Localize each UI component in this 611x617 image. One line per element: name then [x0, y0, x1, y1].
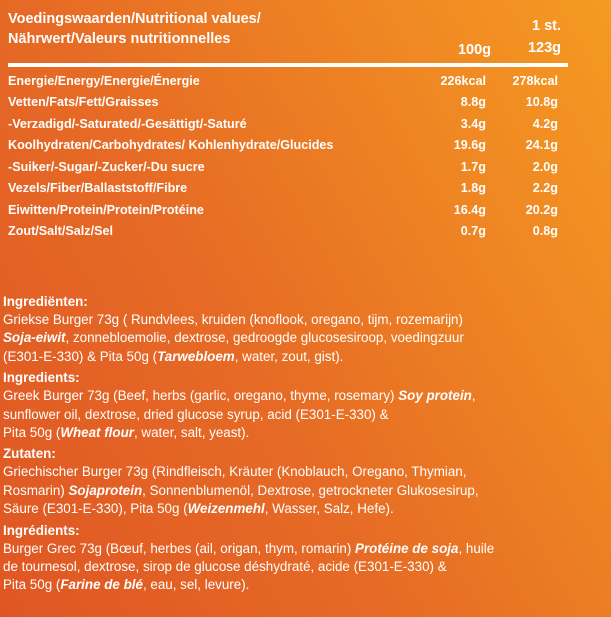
ingredient-text: Rosmarin) — [3, 482, 69, 498]
ingredients-line — [3, 424, 603, 442]
nutrient-label: Vetten/Fats/Fett/Graisses — [8, 95, 159, 110]
ingredient-text: , eau, sel, levure). — [142, 577, 250, 593]
value-per-100g: 1.8g — [460, 181, 486, 196]
ingredients-line — [3, 558, 603, 576]
value-per-serving: 4.2g — [532, 116, 558, 131]
ingredient-text: Pita 50g ( — [3, 425, 61, 441]
nutrition-row — [8, 113, 558, 135]
value-per-100g: 3.4g — [460, 116, 486, 131]
allergen-text: Soy protein — [398, 388, 472, 404]
allergen-text: Soja-eiwit — [3, 330, 66, 346]
ingredient-text: Säure (E301-E-330), Pita 50g ( — [3, 501, 188, 517]
value-per-serving: 2.2g — [532, 181, 558, 196]
title-line-1: Voedingswaarden/Nutritional values/ — [8, 11, 261, 27]
ingredient-text: (E301-E-330) & Pita 50g ( — [3, 348, 158, 364]
ingredients-heading: Zutaten: — [3, 446, 56, 462]
nutrition-table — [8, 70, 558, 242]
nutrition-header — [8, 9, 568, 61]
allergen-text: Wheat flour — [60, 425, 134, 441]
nutrient-label: -Suiker/-Sugar/-Zucker/-Du sucre — [8, 159, 205, 174]
value-per-100g: 1.7g — [460, 159, 486, 174]
ingredient-text: , huile — [458, 540, 495, 556]
ingredient-text: , — [471, 388, 476, 404]
value-per-serving: 2.0g — [532, 159, 558, 174]
nutrient-label: Koolhydraten/Carbohydrates/ Kohlenhydrate/Glucides — [8, 138, 334, 153]
ingredients-line — [3, 348, 603, 366]
value-per-serving: 0.8g — [532, 224, 558, 239]
nutrition-row — [8, 70, 558, 92]
ingredients-line — [3, 406, 603, 424]
value-per-serving: 24.1g — [525, 138, 558, 153]
nutrient-label: Eiwitten/Protein/Protein/Protéine — [8, 202, 204, 217]
column-header-per-100g: 100g — [457, 42, 491, 58]
column-header-per-serving — [528, 15, 561, 59]
serving-count: 1 st. — [531, 18, 561, 34]
allergen-text: Farine de blé — [60, 577, 143, 593]
nutrition-row — [8, 156, 558, 178]
ingredient-text: sunflower oil, dextrose, dried glucose syrup, acid (E301-E-330) & — [3, 406, 389, 422]
ingredient-text: , zonnebloemolie, dextrose, gedroogde glucosesiroop, voedingzuur — [65, 330, 464, 346]
ingredients-line — [3, 387, 603, 405]
ingredients-block — [3, 368, 603, 442]
ingredients-block — [3, 521, 603, 595]
ingredients-block — [3, 292, 603, 366]
value-per-100g: 16.4g — [453, 202, 486, 217]
nutrition-row — [8, 92, 558, 114]
nutrient-label: Vezels/Fiber/Ballaststoff/Fibre — [8, 181, 188, 196]
allergen-text: Weizenmehl — [187, 501, 265, 517]
nutrition-title — [8, 9, 261, 49]
value-per-100g: 0.7g — [460, 224, 486, 239]
ingredients-line — [3, 329, 603, 347]
value-per-100g: 226kcal — [440, 73, 486, 88]
header-divider — [8, 63, 568, 67]
value-per-serving: 278kcal — [512, 73, 558, 88]
ingredients-line — [3, 482, 603, 500]
ingredients-heading: Ingredients: — [3, 370, 80, 386]
nutrient-label: -Verzadigd/-Saturated/-Gesättigt/-Saturé — [8, 116, 247, 131]
nutrient-label: Zout/Salt/Salz/Sel — [8, 224, 113, 239]
nutrition-row — [8, 199, 558, 221]
ingredient-text: Greek Burger 73g (Beef, herbs (garlic, oregano, thyme, rosemary) — [3, 388, 399, 404]
ingredients-line — [3, 540, 603, 558]
ingredients-block — [3, 444, 603, 518]
ingredient-text: , water, salt, yeast). — [133, 425, 250, 441]
ingredients-line — [3, 311, 603, 329]
ingredients-heading: Ingrédients: — [3, 522, 80, 538]
nutrition-row — [8, 135, 558, 157]
ingredients-section — [3, 292, 603, 597]
allergen-text: Protéine de soja — [355, 540, 459, 556]
ingredient-text: Griechischer Burger 73g (Rindfleisch, Kräuter (Knoblauch, Oregano, Thymian, — [3, 464, 467, 480]
ingredient-text: Pita 50g ( — [3, 577, 61, 593]
ingredients-line — [3, 463, 603, 481]
value-per-100g: 19.6g — [453, 138, 486, 153]
value-per-serving: 10.8g — [525, 95, 558, 110]
ingredients-heading: Ingrediënten: — [3, 294, 88, 309]
ingredient-text: Burger Grec 73g (Bœuf, herbes (ail, origan, thym, romarin) — [3, 540, 356, 556]
ingredient-text: de tournesol, dextrose, sirop de glucose déshydraté, acide (E301-E-330) & — [3, 559, 447, 575]
value-per-100g: 8.8g — [460, 95, 486, 110]
ingredients-line — [3, 576, 603, 594]
serving-weight: 123g — [527, 40, 561, 56]
ingredient-text: , Sonnenblumenöl, Dextrose, getrockneter Glukosesirup, — [142, 482, 479, 498]
ingredient-text: , water, zout, gist). — [234, 348, 344, 364]
ingredient-text: , Wasser, Salz, Hefe). — [264, 501, 394, 517]
ingredients-line — [3, 500, 603, 518]
nutrition-row — [8, 221, 558, 243]
nutrient-label: Energie/Energy/Energie/Énergie — [8, 73, 200, 88]
nutrition-row — [8, 178, 558, 200]
allergen-text: Sojaprotein — [68, 482, 143, 498]
ingredient-text: Griekse Burger 73g ( Rundvlees, kruiden (knoflook, oregano, tijm, rozemarijn) — [3, 312, 463, 327]
title-line-2: Nährwert/Valeurs nutritionnelles — [8, 31, 231, 47]
allergen-text: Tarwebloem — [157, 348, 235, 364]
value-per-serving: 20.2g — [525, 202, 558, 217]
